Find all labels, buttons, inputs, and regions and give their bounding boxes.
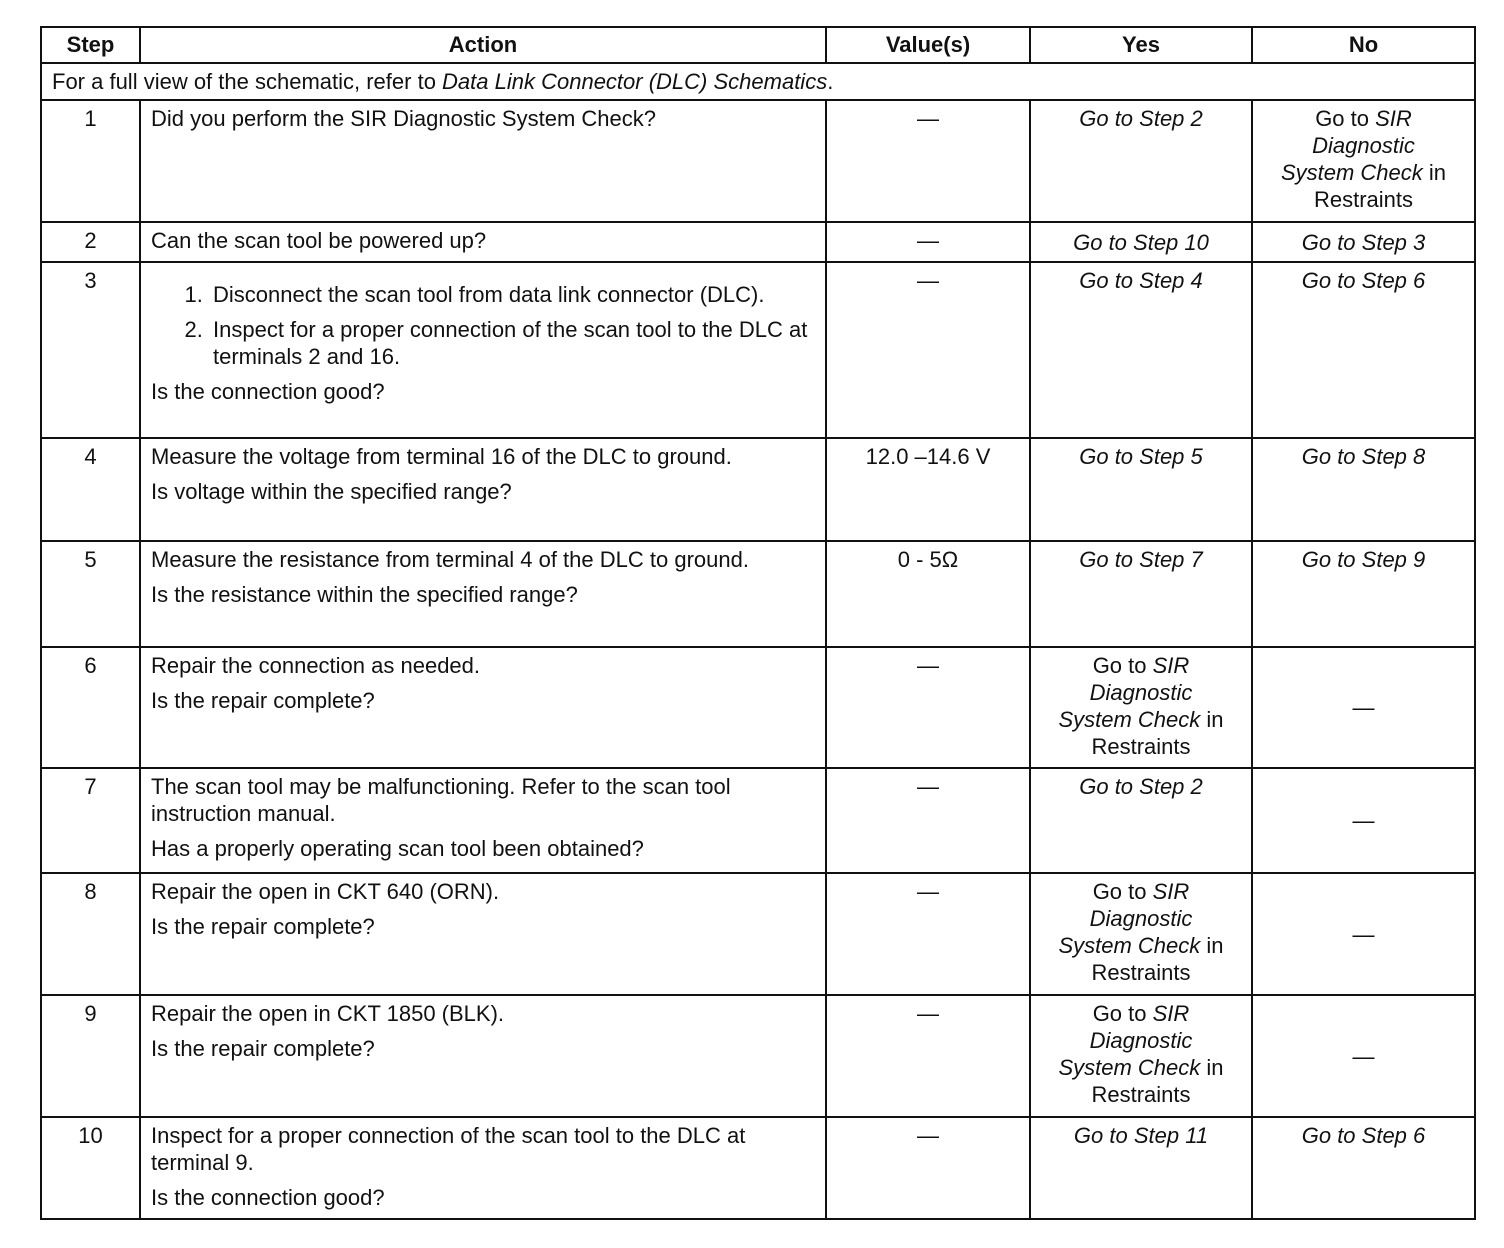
value-cell: — <box>826 1117 1030 1219</box>
note-link: Data Link Connector (DLC) Schematics <box>442 69 828 94</box>
step-number: 7 <box>41 768 140 873</box>
action-cell <box>140 1117 826 1219</box>
action-cell <box>140 100 826 222</box>
yes-cell <box>1030 438 1252 541</box>
table-row <box>41 647 1475 768</box>
yes-target: Go to Step 11 <box>1073 1123 1209 1148</box>
header-step: Step <box>41 27 140 63</box>
value-cell: 0 - 5Ω <box>826 541 1030 647</box>
value-cell: — <box>826 100 1030 222</box>
yes-target: Go to Step 5 <box>1079 444 1203 469</box>
step-number: 10 <box>41 1117 140 1219</box>
no-cell <box>1252 438 1475 541</box>
step-number: 8 <box>41 873 140 995</box>
table-row <box>41 995 1475 1117</box>
no-cell: — <box>1252 768 1475 873</box>
sir-link-b: Diagnostic <box>1089 1028 1193 1053</box>
schematic-note <box>41 63 1475 100</box>
schematic-note-row <box>41 63 1475 100</box>
action-text: Measure the voltage from terminal 16 of the DLC to ground. <box>151 444 732 469</box>
sir-link-c: System Check <box>1058 707 1201 732</box>
action-cell <box>140 438 826 541</box>
no-cell: — <box>1252 873 1475 995</box>
table-row <box>41 100 1475 222</box>
sir-link-c: System Check <box>1058 933 1201 958</box>
yes-cell <box>1030 768 1252 873</box>
step-number: 9 <box>41 995 140 1117</box>
no-cell <box>1252 262 1475 438</box>
header-yes: Yes <box>1030 27 1252 63</box>
note-suffix: . <box>827 69 834 94</box>
table-row <box>41 438 1475 541</box>
step-number: 1 <box>41 100 140 222</box>
no-target: Go to Step 3 <box>1301 229 1426 255</box>
action-question: Is the repair complete? <box>151 914 375 939</box>
sir-link-b: Diagnostic <box>1089 906 1193 931</box>
action-question: Has a properly operating scan tool been obtained? <box>151 836 644 861</box>
sir-restraints: Restraints <box>1313 187 1414 212</box>
yes-cell <box>1030 995 1252 1117</box>
action-question: Is the connection good? <box>151 379 385 404</box>
action-text: Repair the connection as needed. <box>151 653 481 678</box>
action-question: Is voltage within the specified range? <box>151 479 512 504</box>
no-cell <box>1252 1117 1475 1219</box>
action-text: Measure the resistance from terminal 4 of the DLC to ground. <box>151 547 749 572</box>
action-question: Is the resistance within the specified range? <box>151 582 578 607</box>
value-cell: — <box>826 647 1030 768</box>
value-cell: 12.0 –14.6 V <box>826 438 1030 541</box>
action-cell <box>140 647 826 768</box>
sir-in: in <box>1200 1055 1224 1080</box>
sir-restraints: Restraints <box>1091 734 1191 759</box>
sir-link-a: SIR <box>1152 1001 1190 1026</box>
header-values: Value(s) <box>826 27 1030 63</box>
step-number: 4 <box>41 438 140 541</box>
value-cell: — <box>826 995 1030 1117</box>
step-number: 3 <box>41 262 140 438</box>
action-text: Inspect for a proper connection of the scan tool to the DLC at terminal 9. <box>151 1123 746 1175</box>
sir-go-to: Go to <box>1092 879 1153 904</box>
table-row <box>41 873 1475 995</box>
value-cell: — <box>826 873 1030 995</box>
action-cell <box>140 222 826 262</box>
sir-in: in <box>1422 160 1447 185</box>
action-cell <box>140 262 826 438</box>
sir-link-c: System Check <box>1058 1055 1201 1080</box>
yes-target: Go to Step 2 <box>1079 106 1203 131</box>
value-cell: — <box>826 222 1030 262</box>
yes-target: Go to Step 4 <box>1079 268 1203 293</box>
no-cell: — <box>1252 995 1475 1117</box>
action-text: Can the scan tool be powered up? <box>151 228 487 253</box>
yes-cell <box>1030 100 1252 222</box>
yes-cell <box>1030 1117 1252 1219</box>
no-target: Go to Step 9 <box>1301 547 1426 572</box>
action-question: Is the connection good? <box>151 1185 385 1210</box>
table-row <box>41 222 1475 262</box>
note-prefix: For a full view of the schematic, refer to <box>52 69 443 94</box>
action-question: Is the repair complete? <box>151 1036 375 1061</box>
sir-link-b: Diagnostic <box>1312 133 1415 158</box>
action-steps-list <box>151 281 815 370</box>
no-target: Go to Step 6 <box>1301 268 1426 293</box>
yes-cell <box>1030 541 1252 647</box>
action-step-item: 1. Disconnect the scan tool from data link connector (DLC). <box>209 281 815 308</box>
yes-cell <box>1030 222 1252 262</box>
table-row <box>41 541 1475 647</box>
no-target: Go to Step 6 <box>1301 1123 1426 1148</box>
action-cell <box>140 541 826 647</box>
yes-target: Go to Step 10 <box>1073 229 1209 255</box>
yes-cell <box>1030 873 1252 995</box>
sir-restraints: Restraints <box>1091 960 1191 985</box>
sir-restraints: Restraints <box>1091 1082 1191 1107</box>
header-no: No <box>1252 27 1475 63</box>
action-cell <box>140 873 826 995</box>
sir-in: in <box>1200 707 1224 732</box>
sir-go-to: Go to <box>1092 653 1153 678</box>
no-cell: — <box>1252 647 1475 768</box>
action-cell <box>140 995 826 1117</box>
sir-link-a: SIR <box>1152 879 1190 904</box>
value-cell: — <box>826 262 1030 438</box>
header-action: Action <box>140 27 826 63</box>
no-cell <box>1252 222 1475 262</box>
yes-cell <box>1030 647 1252 768</box>
no-cell <box>1252 100 1475 222</box>
step-number: 6 <box>41 647 140 768</box>
step-number: 2 <box>41 222 140 262</box>
action-text: Did you perform the SIR Diagnostic System Check? <box>151 106 656 131</box>
table-row <box>41 768 1475 873</box>
no-target: Go to Step 8 <box>1301 444 1426 469</box>
sir-link-a: SIR <box>1375 106 1412 131</box>
sir-link-a: SIR <box>1152 653 1190 678</box>
value-cell: — <box>826 768 1030 873</box>
yes-target: Go to Step 2 <box>1079 774 1203 799</box>
sir-link-c: System Check <box>1280 160 1423 185</box>
action-text: The scan tool may be malfunctioning. Refer to the scan tool instruction manual. <box>151 774 731 826</box>
action-cell <box>140 768 826 873</box>
action-text: Repair the open in CKT 640 (ORN). <box>151 879 500 904</box>
table-row <box>41 1117 1475 1219</box>
sir-in: in <box>1200 933 1224 958</box>
header-row <box>41 27 1475 63</box>
no-cell <box>1252 541 1475 647</box>
yes-cell <box>1030 262 1252 438</box>
action-question: Is the repair complete? <box>151 688 375 713</box>
sir-go-to: Go to <box>1092 1001 1153 1026</box>
action-step-item: 2. Inspect for a proper connection of the scan tool to the DLC at terminals 2 and 16. <box>209 316 815 370</box>
action-text: Repair the open in CKT 1850 (BLK). <box>151 1001 505 1026</box>
diagnostic-table <box>40 26 1476 1220</box>
step-number: 5 <box>41 541 140 647</box>
sir-go-to: Go to <box>1315 106 1376 131</box>
yes-target: Go to Step 7 <box>1079 547 1203 572</box>
table-row <box>41 262 1475 438</box>
sir-link-b: Diagnostic <box>1089 680 1193 705</box>
